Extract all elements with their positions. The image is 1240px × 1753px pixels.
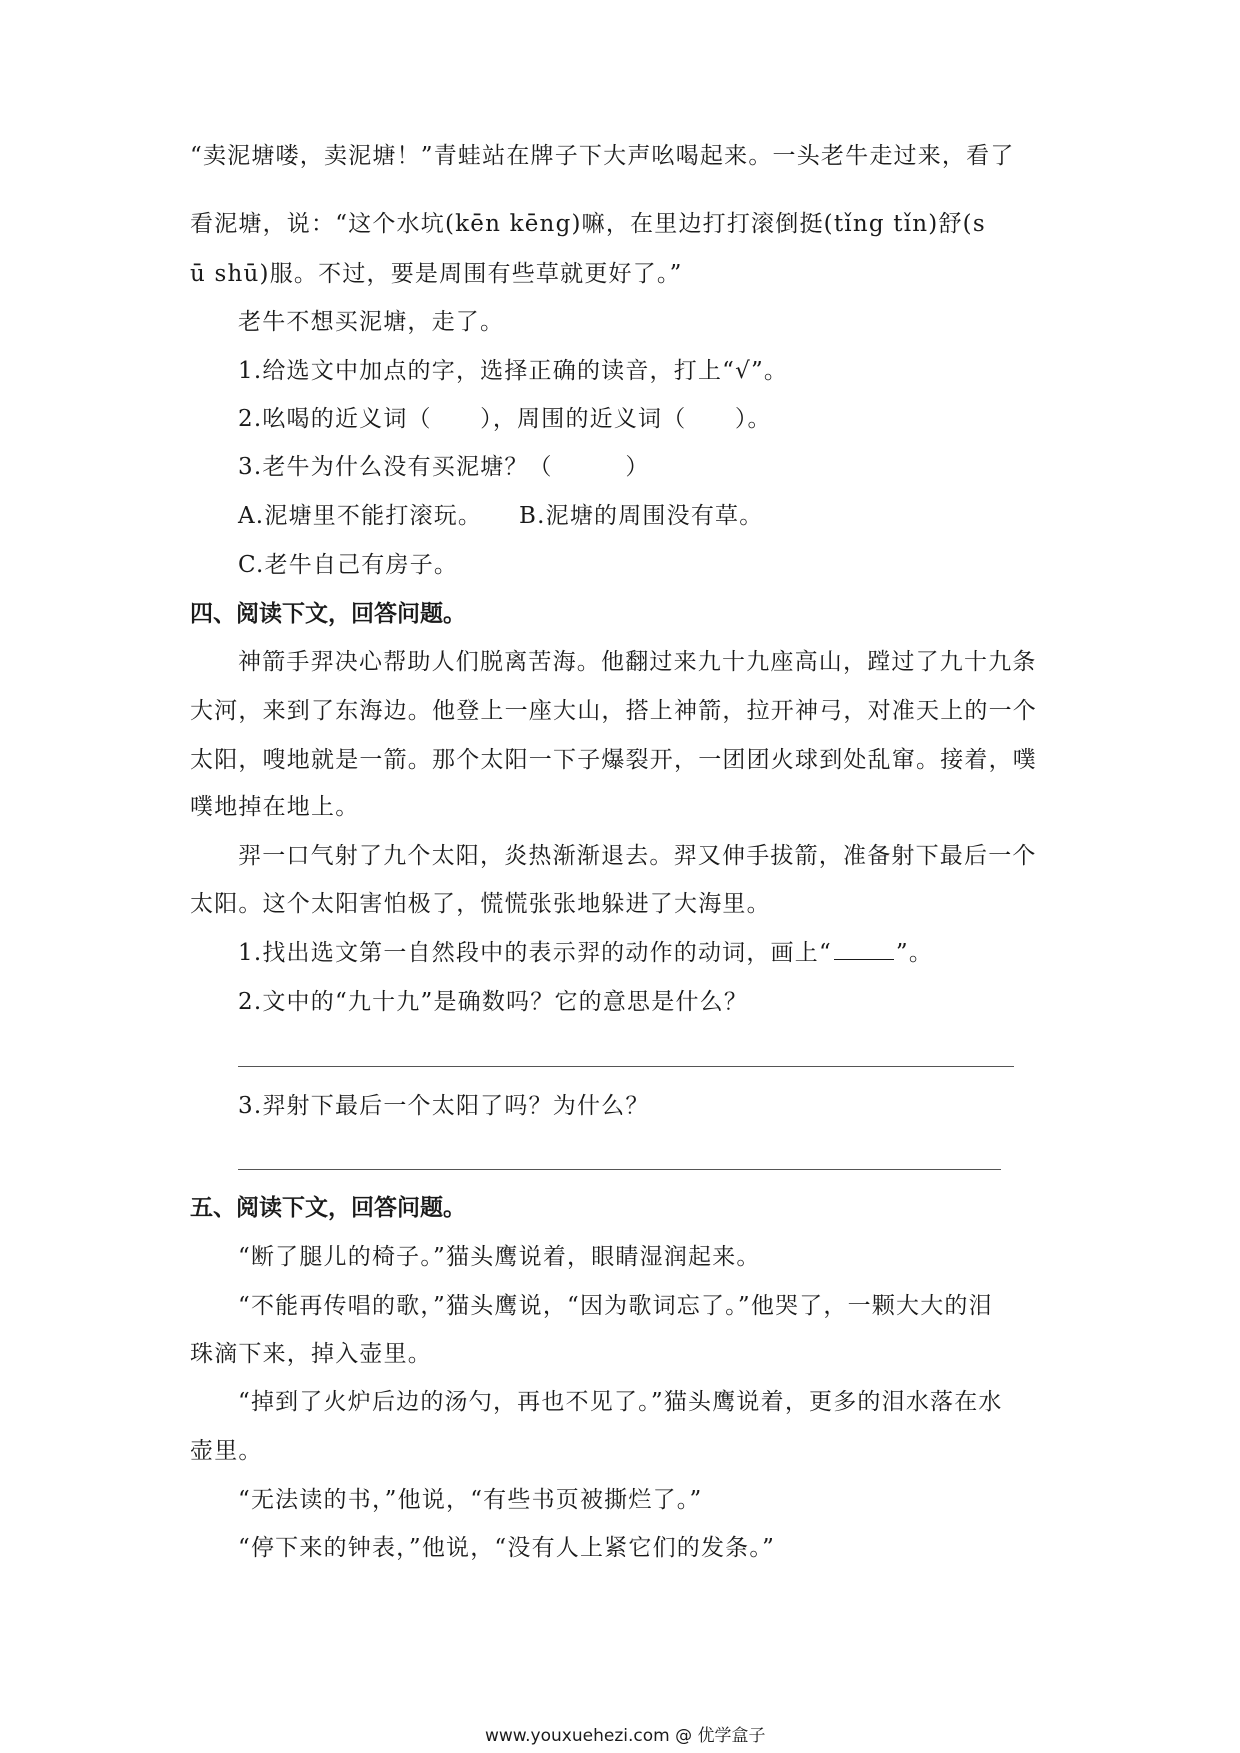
passage-line: 太阳，嗖地就是一箭。那个太阳一下子爆裂开，一团团火球到处乱窜。接着，噗 [190,747,1037,773]
passage-line: 太阳。这个太阳害怕极了，慌慌张张地躲进了大海里。 [190,891,771,917]
question-1 [238,937,933,969]
option-c: C.老牛自己有房子。 [238,552,459,578]
passage-line: ū shū)服。不过，要是周围有些草就更好了。” [190,261,683,287]
section-4-heading: 四、阅读下文，回答问题。 [190,601,466,627]
options-a-b: A.泥塘里不能打滚玩。 B.泥塘的周围没有草。 [238,503,764,529]
passage-line: 看泥塘，说：“这个水坑(kēn kēng)嘛，在里边打打滚倒挺(tǐng tǐn)舒(s [190,211,986,237]
question-3: 3.羿射下最后一个太阳了吗？为什么？ [238,1093,650,1119]
passage-line: 噗地掉在地上。 [190,794,360,820]
question-3: 3.老牛为什么没有买泥塘？（ ） [238,454,650,480]
question-text: 1.找出选文第一自然段中的表示羿的动作的动词，画上“ [238,940,832,966]
question-1: 1.给选文中加点的字，选择正确的读音，打上“√”。 [238,358,789,384]
question-text: ”。 [895,940,934,966]
passage-line: 羿一口气射了九个太阳，炎热渐渐退去。羿又伸手拔箭，准备射下最后一个 [238,843,1037,869]
answer-line[interactable] [238,1066,1014,1067]
underline-sample [834,939,894,960]
footer-watermark: www.youxuehezi.com @ 优学盒子 [485,1726,766,1746]
passage-line: “断了腿儿的椅子。”猫头鹰说着，眼睛湿润起来。 [238,1244,761,1270]
passage-line: 老牛不想买泥塘，走了。 [238,309,505,335]
passage-line: “掉到了火炉后边的汤勺，再也不见了。”猫头鹰说着，更多的泪水落在水 [238,1389,1003,1415]
passage-line: “不能再传唱的歌，”猫头鹰说，“因为歌词忘了。”他哭了，一颗大大的泪 [238,1293,993,1319]
answer-line[interactable] [238,1169,1001,1170]
passage-line: “卖泥塘喽，卖泥塘！”青蛙站在牌子下大声吆喝起来。一头老牛走过来，看了 [190,143,1015,169]
passage-line: 神箭手羿决心帮助人们脱离苦海。他翻过来九十九座高山，蹚过了九十九条 [238,649,1037,675]
passage-line: 珠滴下来，掉入壶里。 [190,1341,432,1367]
section-5-heading: 五、阅读下文，回答问题。 [190,1195,466,1221]
passage-line: 壶里。 [190,1438,263,1464]
passage-line: “无法读的书，”他说，“有些书页被撕烂了。” [238,1487,703,1513]
question-2: 2.文中的“九十九”是确数吗？它的意思是什么？ [238,989,749,1015]
passage-line: 大河，来到了东海边。他登上一座大山，搭上神箭，拉开神弓，对准天上的一个 [190,698,1037,724]
question-2: 2.吆喝的近义词（ ），周围的近义词（ ）。 [238,406,772,432]
passage-line: “停下来的钟表，”他说，“没有人上紧它们的发条。” [238,1535,776,1561]
